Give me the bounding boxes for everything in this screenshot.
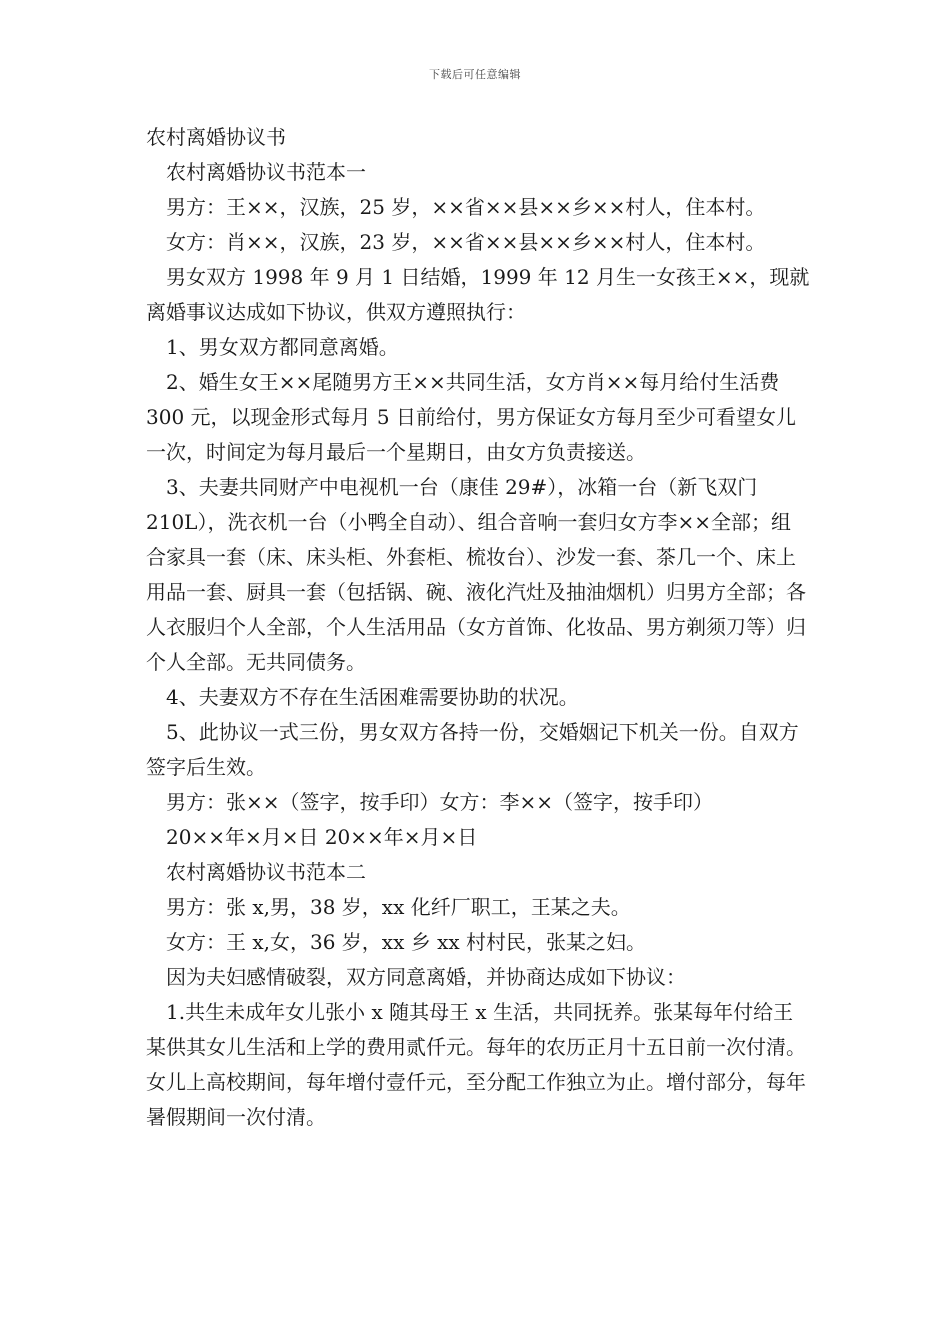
- section-heading-template-one: 农村离婚协议书范本一: [166, 160, 366, 184]
- paragraph-female-party-two: 女方：王 x,女，36 岁，xx 乡 xx 村村民，张某之妇。: [166, 930, 646, 954]
- clause-4: 4、夫妻双方不存在生活困难需要协助的状况。: [166, 685, 579, 709]
- clause-2: 2、婚生女王××尾随男方王××共同生活，女方肖××每月给付生活费 300 元，以现金形式每月 5 日前给付，男方保证女方每月至少可看望女儿一次，时间定为每月最后一个星期日，由女方负责接送。: [146, 370, 796, 464]
- clause-1: 1、男女双方都同意离婚。: [166, 335, 399, 359]
- signature-line: 男方：张××（签字，按手印）女方：李××（签字，按手印）: [166, 790, 714, 814]
- paragraph-agreement-intro: 因为夫妇感情破裂，双方同意离婚，并协商达成如下协议：: [166, 965, 686, 989]
- document-title: 农村离婚协议书: [146, 125, 286, 149]
- document-body: [146, 120, 810, 1135]
- clause-5: 5、此协议一式三份，男女双方各持一份，交婚姻记下机关一份。自双方签字后生效。: [146, 720, 799, 779]
- paragraph-male-party-two: 男方：张 x,男，38 岁，xx 化纤厂职工，王某之夫。: [166, 895, 631, 919]
- date-line: 20××年×月×日 20××年×月×日: [166, 825, 478, 849]
- clause-3: 3、夫妻共同财产中电视机一台（康佳 29#），冰箱一台（新飞双门 210L），洗衣机一台（小鸭全自动）、组合音响一套归女方李××全部；组合家具一套（床、床头柜、外套柜、梳妆台）、沙发一套、茶几一个、床上用品一套、厨具一套（包括锅、碗、液化汽灶及抽油烟机）归男方全部；各人衣服归个人全部，个人生活用品（女方首饰、化妆品、男方剃须刀等）归个人全部。无共同债务。: [146, 475, 806, 674]
- paragraph-marriage-info: 男女双方 1998 年 9 月 1 日结婚，1999 年 12 月生一女孩王××，现就离婚事议达成如下协议，供双方遵照执行：: [146, 265, 810, 324]
- clause-two-1: 1.共生未成年女儿张小 x 随其母王 x 生活，共同抚养。张某每年付给王某供其女儿生活和上学的费用贰仟元。每年的农历正月十五日前一次付清。女儿上高校期间，每年增付壹仟元，至分配工作独立为止。增付部分，每年暑假期间一次付清。: [146, 1000, 806, 1129]
- page-header-note: 下载后可任意编辑: [429, 68, 521, 81]
- paragraph-male-party: 男方：王××，汉族，25 岁，××省××县××乡××村人，住本村。: [166, 195, 766, 219]
- section-heading-template-two: 农村离婚协议书范本二: [166, 860, 366, 884]
- paragraph-female-party: 女方：肖××，汉族，23 岁，××省××县××乡××村人，住本村。: [166, 230, 766, 254]
